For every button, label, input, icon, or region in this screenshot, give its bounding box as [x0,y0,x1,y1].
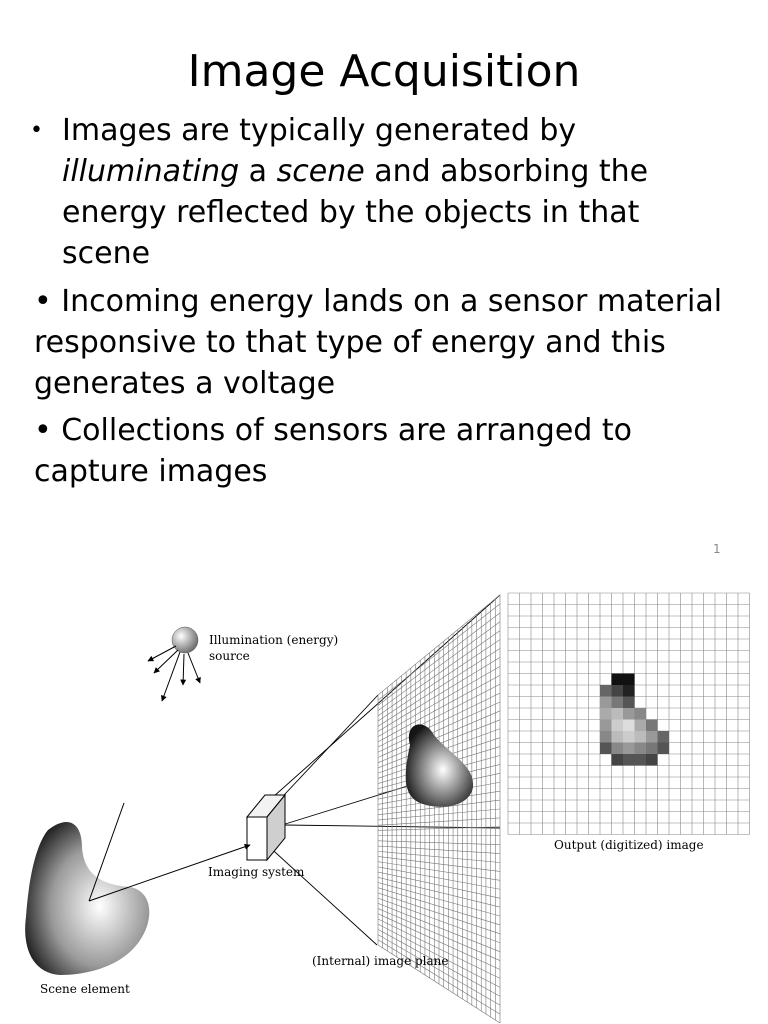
image-plane-label: (Internal) image plane [312,954,449,968]
bullet-1 [30,110,730,274]
bullet-1-text [62,110,730,274]
image-acquisition-figure [0,585,768,1024]
bullet-1-part-3: and absorbing the energy reflected by the objects in that scene [62,154,649,271]
output-pixel [612,743,624,755]
output-pixel [646,743,658,755]
bullet-1-part-2: a [239,154,277,189]
output-pixel [600,697,612,709]
illumination-label: Illumination (energy) [209,633,339,647]
output-pixel [635,720,647,732]
output-pixel [612,754,624,766]
output-pixel [623,743,635,755]
bullet-marker: • [30,118,43,143]
scene-element [25,822,149,975]
output-pixel [623,674,635,686]
output-pixel [635,731,647,743]
output-pixel [623,708,635,720]
imaging-system-label: Imaging system [208,865,305,879]
output-pixel [612,685,624,697]
output-pixel [612,720,624,732]
output-pixel [658,743,670,755]
output-pixel [600,731,612,743]
output-pixel [635,708,647,720]
output-pixel [623,697,635,709]
output-pixel [600,685,612,697]
output-pixel [635,743,647,755]
page-title: Image Acquisition [187,46,581,97]
output-pixel [646,731,658,743]
output-pixel [623,754,635,766]
page-number: 1 [713,542,721,556]
output-pixel [646,720,658,732]
output-image-label: Output (digitized) image [554,838,704,852]
output-pixel [623,731,635,743]
illumination-source-sphere [172,627,198,653]
output-pixel [658,731,670,743]
output-pixel [612,708,624,720]
output-pixel [646,754,658,766]
scene-element-label: Scene element [40,982,130,996]
bullet-3: • Collections of sensors are arranged to capture images [34,413,632,489]
illumination-label-line2: source [209,649,250,663]
bullet-1-emphasis-scene: scene [276,154,365,189]
output-pixel [600,743,612,755]
output-pixel [635,754,647,766]
bullet-1-emphasis-illuminating: illuminating [62,154,240,189]
imaging-system-box [247,795,285,860]
output-pixel [612,697,624,709]
output-pixel [623,720,635,732]
illumination-rays [148,646,200,701]
bullet-1-part-1: Images are typically generated by [62,113,577,148]
output-pixel [600,708,612,720]
output-pixel [623,685,635,697]
output-pixel [612,731,624,743]
output-pixel [600,720,612,732]
bullet-2: • Incoming energy lands on a sensor material responsive to that type of energy and this generates a voltage [34,284,723,401]
output-pixel [612,674,624,686]
